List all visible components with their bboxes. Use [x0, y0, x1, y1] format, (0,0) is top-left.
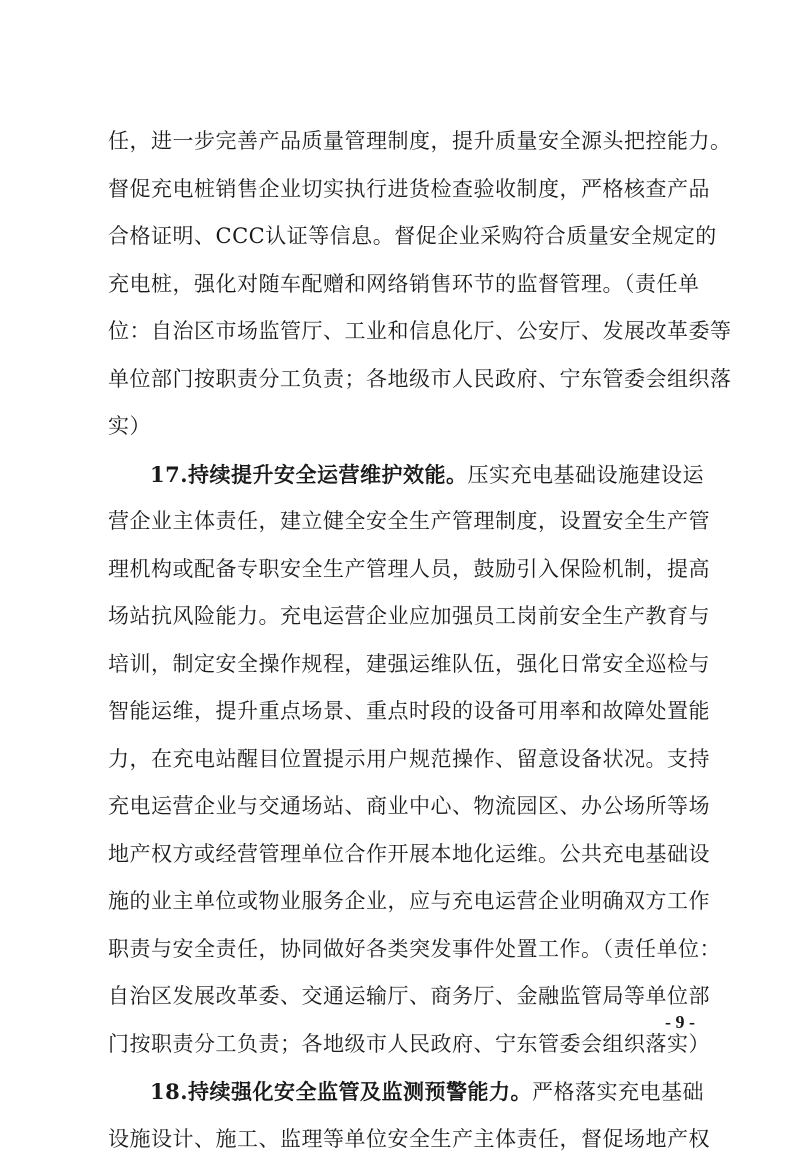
text-run: 严格落实充电基础	[532, 1080, 704, 1104]
text-line: 力，在充电站醒目位置提示用户规范操作、留意设备状况。支持	[108, 736, 694, 784]
text-line: 培训，制定安全操作规程，建强运维队伍，强化日常安全巡检与	[108, 641, 694, 689]
text-line: 任，进一步完善产品质量管理制度，提升质量安全源头把控能力。	[108, 118, 694, 166]
text-line: 地产权方或经营管理单位合作开展本地化运维。公共充电基础设	[108, 831, 694, 879]
text-line: 单位部门按职责分工负责；各地级市人民政府、宁东管委会组织落	[108, 356, 694, 404]
text-line: 智能运维，提升重点场景、重点时段的设备可用率和故障处置能	[108, 688, 694, 736]
text-line: 合格证明、CCC认证等信息。督促企业采购符合质量安全规定的	[108, 213, 694, 261]
text-line: 充电桩，强化对随车配赠和网络销售环节的监督管理。（责任单	[108, 261, 694, 309]
text-line: 督促充电桩销售企业切实执行进货检查验收制度，严格核查产品	[108, 166, 694, 214]
text-line: 实）	[108, 403, 694, 451]
section-heading-17: 17.持续提升安全运营维护效能。	[150, 462, 468, 487]
text-line: 理机构或配备专职安全生产管理人员，鼓励引入保险机制，提高	[108, 546, 694, 594]
text-line: 设施设计、施工、监理等单位安全生产主体责任，督促场地产权	[108, 1116, 694, 1163]
page-number: - 9 -	[665, 1012, 695, 1033]
text-line: 营企业主体责任，建立健全安全生产管理制度，设置安全生产管	[108, 498, 694, 546]
text-line: 充电运营企业与交通场站、商业中心、物流园区、办公场所等场	[108, 783, 694, 831]
text-line: 门按职责分工负责；各地级市人民政府、宁东管委会组织落实）	[108, 1021, 694, 1069]
section-heading-18: 18.持续强化安全监管及监测预警能力。	[150, 1079, 532, 1104]
text-line: 自治区发展改革委、交通运输厅、商务厅、金融监管局等单位部	[108, 973, 694, 1021]
body-text	[108, 118, 694, 1163]
text-line: 职责与安全责任，协同做好各类突发事件处置工作。（责任单位：	[108, 926, 694, 974]
paragraph-17-first-line	[108, 451, 694, 499]
text-line: 位：自治区市场监管厅、工业和信息化厅、公安厅、发展改革委等	[108, 308, 694, 356]
paragraph-18-first-line	[108, 1068, 694, 1116]
text-line: 施的业主单位或物业服务企业，应与充电运营企业明确双方工作	[108, 878, 694, 926]
text-run: 压实充电基础设施建设运	[468, 463, 705, 487]
text-line: 场站抗风险能力。充电运营企业应加强员工岗前安全生产教育与	[108, 593, 694, 641]
